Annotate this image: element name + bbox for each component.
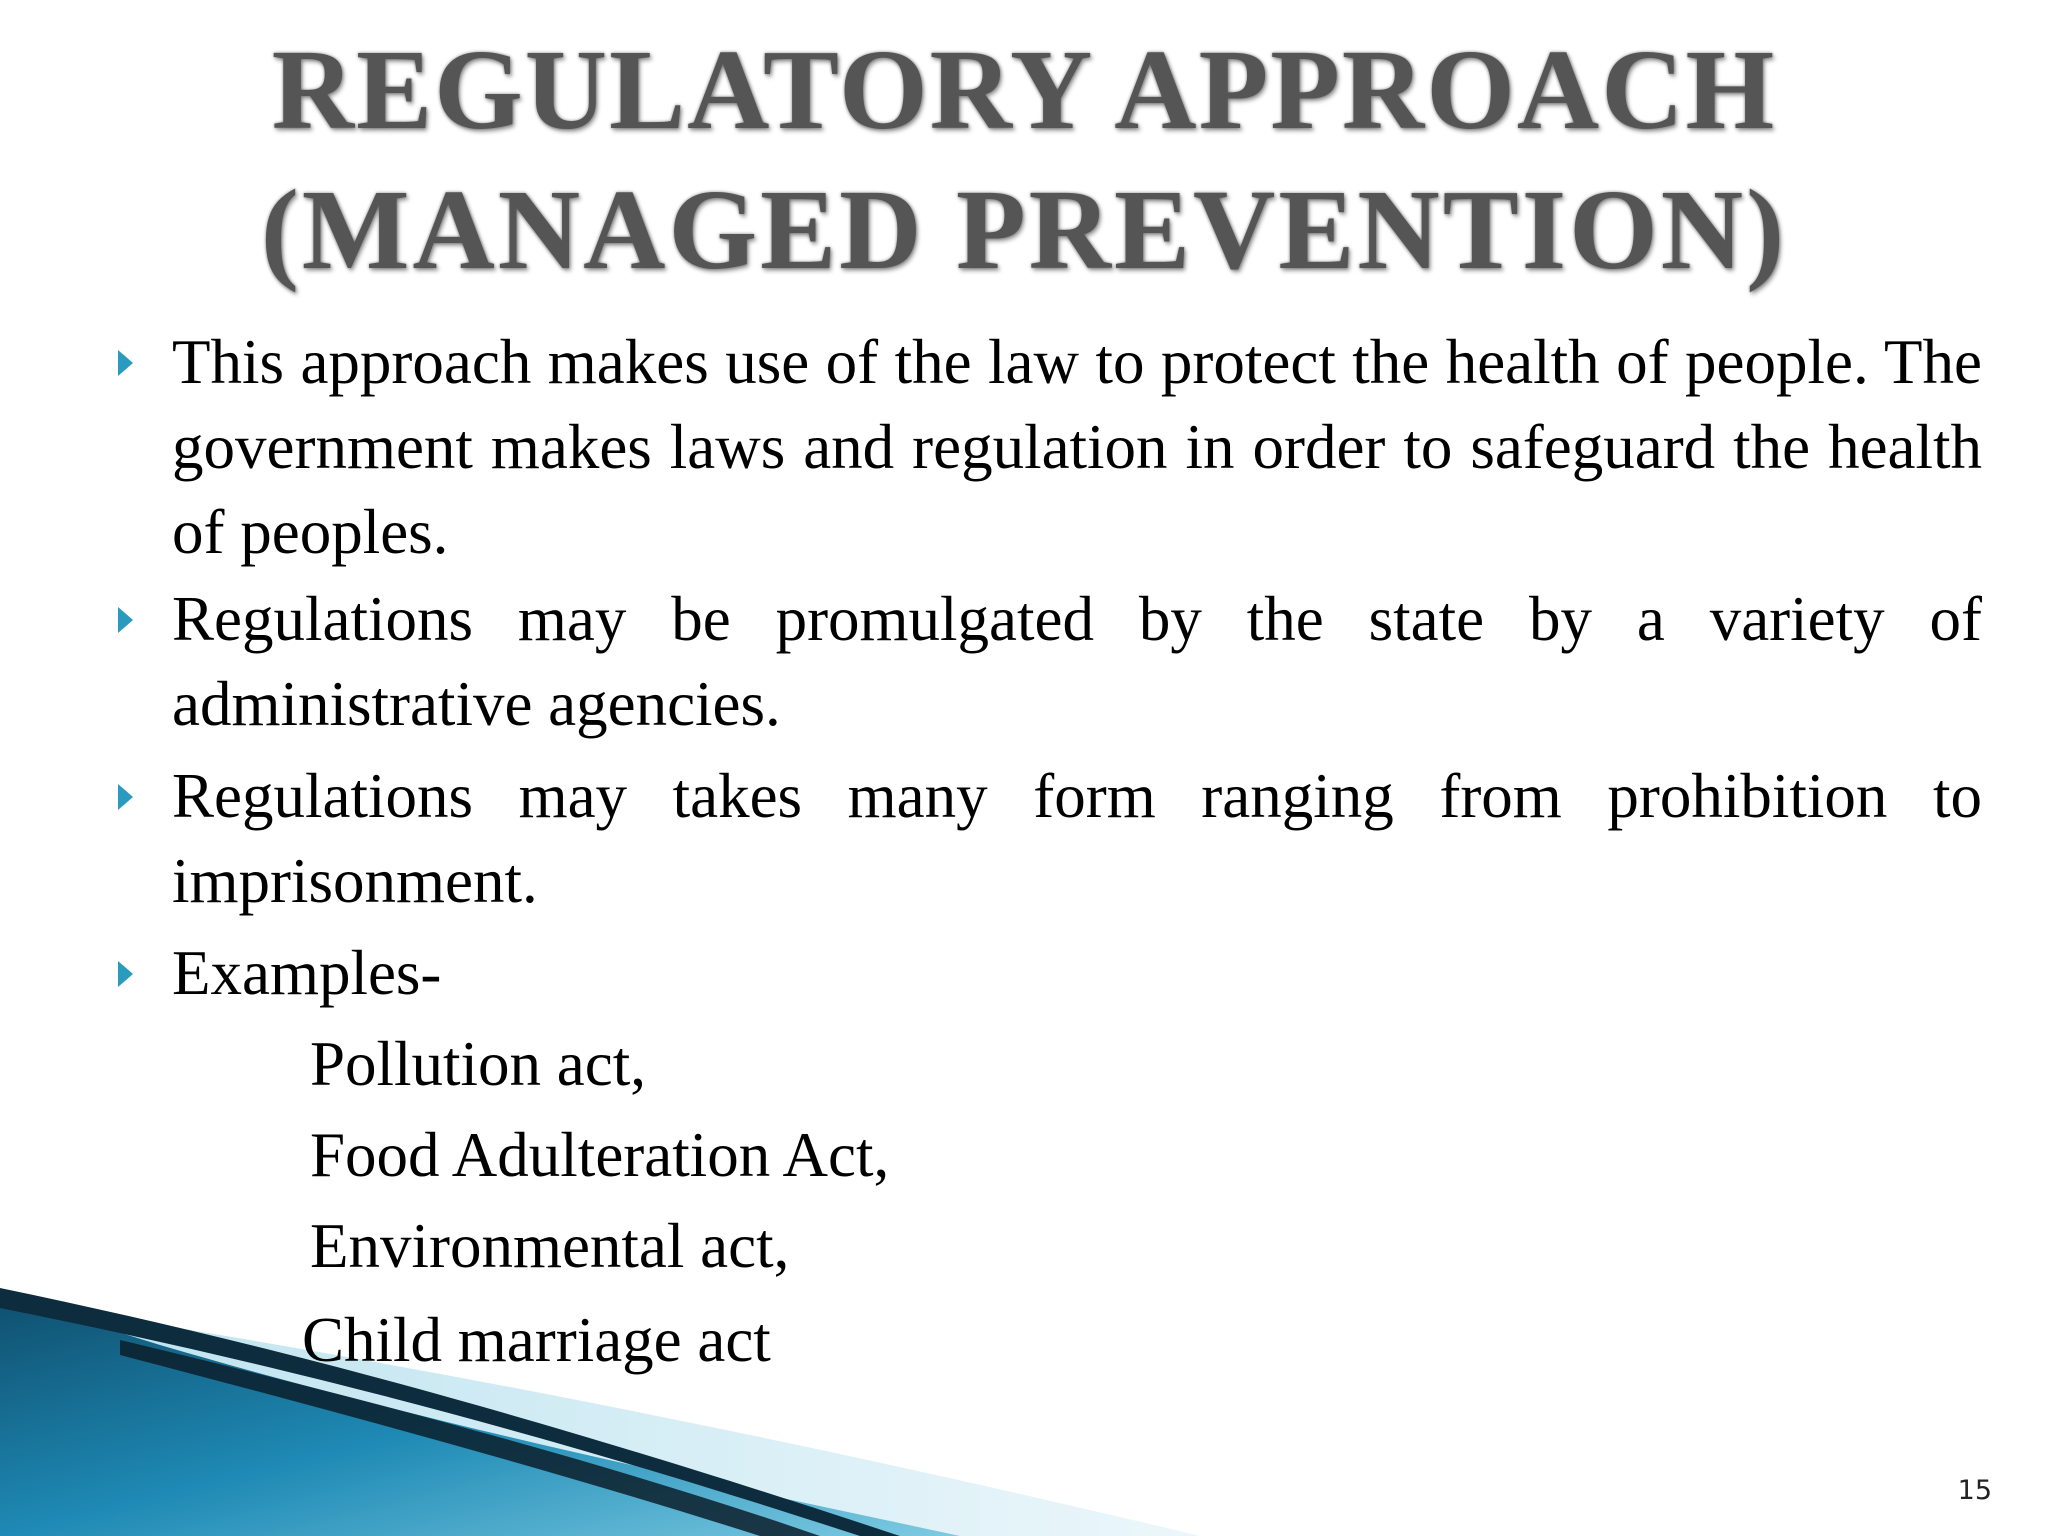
bullet-arrow-icon bbox=[118, 784, 133, 810]
bullet-item-2: Regulations may be promulgated by the state by a variety of administrative agencies. bbox=[172, 584, 1982, 739]
example-item-2: Food Adulteration Act, bbox=[310, 1120, 890, 1190]
example-item-3: Environmental act, bbox=[310, 1211, 790, 1281]
page-number: 15 bbox=[1957, 1475, 1992, 1506]
example-item-1: Pollution act, bbox=[310, 1029, 646, 1099]
slide-title-line-2: (MANAGED PREVENTION) bbox=[260, 166, 1788, 293]
slide-title-line-1: REGULATORY APPROACH bbox=[271, 26, 1777, 153]
bullet-arrow-icon bbox=[118, 350, 133, 376]
bullet-arrow-icon bbox=[118, 961, 133, 987]
bullet-item-3: Regulations may takes many form ranging from prohibition to imprisonment. bbox=[172, 761, 1982, 916]
bullet-item-4: Examples- bbox=[172, 938, 442, 1008]
bullet-item-1: This approach makes use of the law to protect the health of people. The government makes laws and regulation in order to safeguard the health of peoples. bbox=[172, 327, 1982, 567]
example-item-4: Child marriage act bbox=[302, 1305, 771, 1375]
bullet-arrow-icon bbox=[118, 607, 133, 633]
